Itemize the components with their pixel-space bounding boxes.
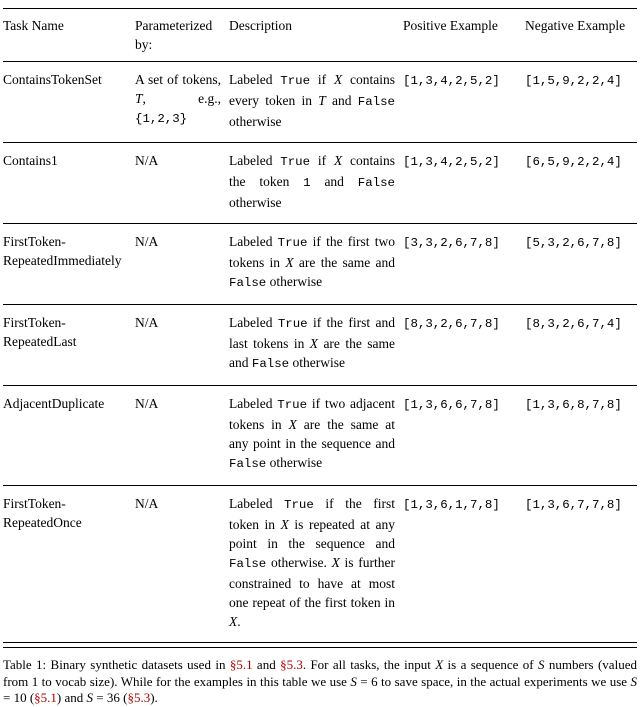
- math-var: X: [435, 657, 444, 672]
- code-token: True: [277, 398, 308, 412]
- header-row: [3, 9, 637, 62]
- negative-example-cell: [525, 143, 637, 224]
- example-sequence: [1,3,6,8,7,8]: [525, 398, 622, 412]
- math-var: X: [309, 336, 319, 351]
- negative-example-cell: [525, 386, 637, 486]
- math-var: X: [285, 255, 294, 270]
- code-token: True: [280, 74, 311, 88]
- description-cell: Labeled True if X contains the token 1 and False otherwise: [229, 143, 403, 224]
- negative-example-cell: [525, 305, 637, 386]
- section-ref[interactable]: §5.1: [34, 690, 57, 705]
- positive-example-cell: [403, 62, 525, 143]
- table-row: [3, 143, 637, 224]
- table-row: [3, 386, 637, 486]
- positive-example-cell: [403, 143, 525, 224]
- description-cell: Labeled True if the first token in X is repeated at any point in the sequence and False otherwise. X is further constrained to have at most one repeat of the first token in X.: [229, 486, 403, 643]
- math-var: X: [333, 72, 343, 87]
- math-var: S: [537, 657, 545, 672]
- code-token: False: [251, 357, 290, 371]
- math-var: S: [86, 690, 94, 705]
- positive-example-cell: [403, 386, 525, 486]
- task-name-cell: Contains1: [3, 143, 135, 224]
- math-var: X: [288, 417, 297, 432]
- task-name-cell: FirstToken-RepeatedLast: [3, 305, 135, 386]
- code-token: True: [280, 155, 311, 169]
- code-token: False: [229, 557, 267, 571]
- positive-example-cell: [403, 486, 525, 643]
- code-token: False: [229, 457, 267, 471]
- negative-example-cell: [525, 224, 637, 305]
- example-sequence: [1,3,6,7,7,8]: [525, 498, 622, 512]
- math-var: X: [331, 555, 340, 570]
- code-token: True: [277, 317, 308, 331]
- description-cell: Labeled True if the first and last tokens in X are the same and False otherwise: [229, 305, 403, 386]
- section-ref[interactable]: §5.1: [229, 657, 253, 672]
- table-row: [3, 62, 637, 143]
- section-ref[interactable]: §5.3: [127, 690, 151, 705]
- math-var: T: [318, 93, 326, 108]
- code-token: {1,2,3}: [135, 112, 188, 126]
- col-header-parameterized-by: Parameterized by:: [135, 9, 229, 62]
- col-header-negative-example: Negative Example: [525, 9, 637, 62]
- parameterized-by-cell: N/A: [135, 224, 229, 305]
- datasets-table: [3, 8, 637, 643]
- parameterized-by-cell: N/A: [135, 143, 229, 224]
- table-row: [3, 224, 637, 305]
- negative-example-cell: [525, 62, 637, 143]
- description-cell: Labeled True if the first two tokens in X are the same and False otherwise: [229, 224, 403, 305]
- example-sequence: [1,3,6,6,7,8]: [403, 398, 500, 412]
- example-sequence: [1,3,4,2,5,2]: [403, 155, 500, 169]
- math-var: S: [630, 673, 637, 689]
- math-var: S: [350, 673, 357, 689]
- code-token: False: [357, 95, 395, 109]
- description-cell: Labeled True if two adjacent tokens in X are the same at any point in the sequence and False otherwise: [229, 386, 403, 486]
- parameterized-by-cell: N/A: [135, 486, 229, 643]
- example-sequence: [8,3,2,6,7,8]: [403, 317, 500, 331]
- code-token: 1: [303, 176, 311, 190]
- example-sequence: [8,3,2,6,7,4]: [525, 317, 622, 331]
- table-row: [3, 486, 637, 643]
- example-sequence: [5,3,2,6,7,8]: [525, 236, 622, 250]
- task-name-cell: FirstToken-RepeatedImmediately: [3, 224, 135, 305]
- example-sequence: [3,3,2,6,7,8]: [403, 236, 500, 250]
- positive-example-cell: [403, 224, 525, 305]
- example-sequence: [1,5,9,2,2,4]: [525, 74, 622, 88]
- parameterized-by-cell: A set of tokens, T, e.g., {1,2,3}: [135, 62, 229, 143]
- code-token: True: [284, 498, 314, 512]
- col-header-task-name: Task Name: [3, 9, 135, 62]
- task-name-cell: FirstToken-RepeatedOnce: [3, 486, 135, 643]
- code-token: False: [357, 176, 395, 190]
- code-token: True: [277, 236, 308, 250]
- col-header-positive-example: Positive Example: [403, 9, 525, 62]
- parameterized-by-cell: N/A: [135, 386, 229, 486]
- section-ref[interactable]: §5.3: [280, 657, 303, 672]
- task-name-cell: AdjacentDuplicate: [3, 386, 135, 486]
- task-name-cell: ContainsTokenSet: [3, 62, 135, 143]
- code-token: False: [229, 276, 267, 290]
- parameterized-by-cell: N/A: [135, 305, 229, 386]
- example-sequence: [1,3,6,1,7,8]: [403, 498, 500, 512]
- description-cell: Labeled True if X contains every token in T and False otherwise: [229, 62, 403, 143]
- math-var: X: [280, 517, 289, 532]
- negative-example-cell: [525, 486, 637, 643]
- example-sequence: [6,5,9,2,2,4]: [525, 155, 622, 169]
- math-var: X: [333, 153, 343, 168]
- table-row: [3, 305, 637, 386]
- positive-example-cell: [403, 305, 525, 386]
- math-var: X: [229, 614, 238, 629]
- example-sequence: [1,3,4,2,5,2]: [403, 74, 500, 88]
- math-var: T: [135, 91, 143, 106]
- table-caption: Table 1: Binary synthetic datasets used in §5.1 and §5.3. For all tasks, the input X is a sequence of S numbers (valued from 1 to vocab size). While for the examples in this table we use S = 6 to save space, in the actual experiments we use S = 10 (§5.1) and S = 36 (§5.3).: [3, 657, 637, 705]
- col-header-description: Description: [229, 9, 403, 62]
- table-bottom-rule: [3, 647, 637, 648]
